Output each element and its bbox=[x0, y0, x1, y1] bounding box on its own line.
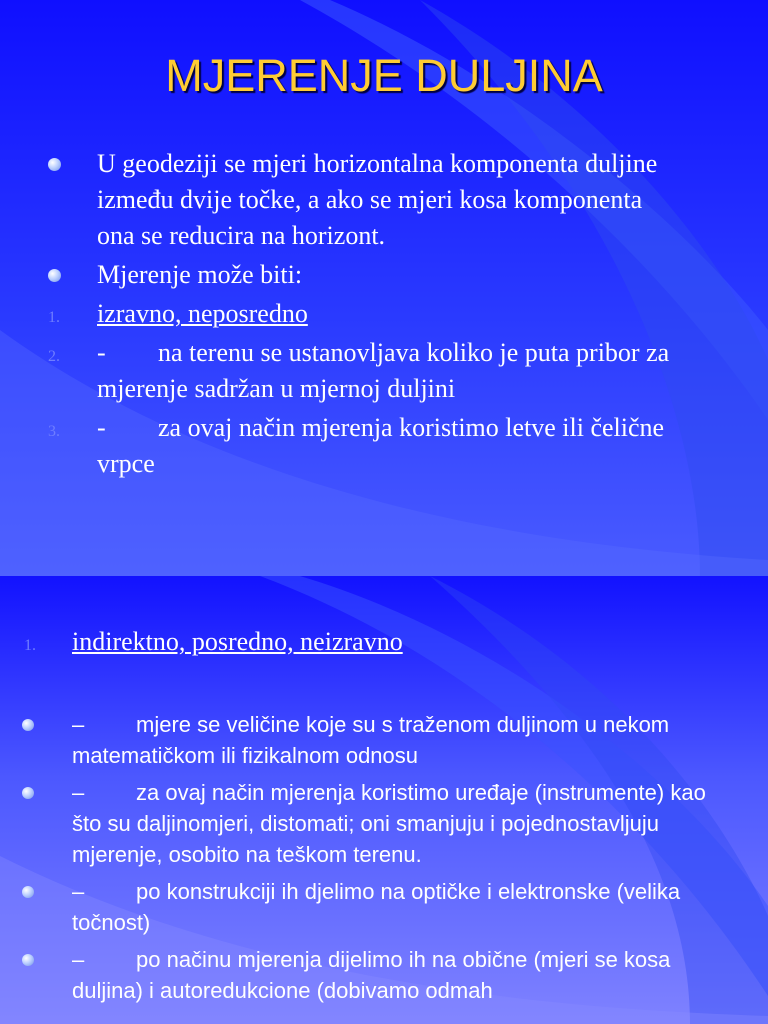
list-item bbox=[0, 335, 768, 407]
slide-2-heading-block bbox=[0, 624, 768, 660]
list-item-dash: – bbox=[72, 712, 85, 737]
list-item-dash: - bbox=[97, 338, 106, 367]
list-item bbox=[0, 296, 768, 332]
list-item bbox=[0, 876, 768, 938]
list-item-dash: – bbox=[72, 780, 85, 805]
list-item-number: 2. bbox=[48, 348, 60, 365]
list-item-dash: – bbox=[72, 947, 85, 972]
list-item-dash: – bbox=[72, 879, 85, 904]
bullet-dot-icon bbox=[22, 719, 34, 731]
list-item bbox=[0, 410, 768, 482]
bullet-dot-icon bbox=[22, 787, 34, 799]
list-item bbox=[0, 146, 768, 254]
list-item bbox=[0, 709, 768, 771]
slide-2-list bbox=[0, 709, 768, 1012]
list-item-text: po načinu mjerenja dijelimo ih na obične (mjeri se kosa duljina) i autoredukcione (dobivamo odmah bbox=[72, 947, 671, 1003]
section-heading-text: indirektno, posredno, neizravno bbox=[72, 627, 403, 656]
list-item-text: U geodeziji se mjeri horizontalna komponenta duljine između dvije točke, a ako se mjeri kosa komponenta ona se reducira na horizont. bbox=[97, 149, 658, 250]
bullet-dot-icon bbox=[48, 158, 61, 171]
list-item-number: 1. bbox=[24, 637, 36, 654]
list-item-dash: - bbox=[97, 413, 106, 442]
list-item-text: na terenu se ustanovljava koliko je puta pribor za mjerenje sadržan u mjernoj duljini bbox=[97, 338, 670, 403]
list-item bbox=[0, 257, 768, 293]
slide-1-list bbox=[0, 146, 768, 485]
list-item-number: 1. bbox=[48, 309, 60, 326]
bullet-dot-icon bbox=[22, 954, 34, 966]
list-item-text: za ovaj način mjerenja koristimo letve ili čelične vrpce bbox=[97, 413, 665, 478]
slide-2 bbox=[0, 576, 768, 1024]
list-item-text: po konstrukciji ih djelimo na optičke i elektronske (velika točnost) bbox=[72, 879, 681, 935]
list-item-number: 3. bbox=[48, 423, 60, 440]
list-item-text: mjere se veličine koje su s traženom duljinom u nekom matematičkom ili fizikalnom odnosu bbox=[72, 712, 670, 768]
bullet-dot-icon bbox=[22, 886, 34, 898]
list-item-text: izravno, neposredno bbox=[97, 299, 308, 328]
list-item-text: za ovaj način mjerenja koristimo uređaje (instrumente) kao što su daljinomjeri, distomati; oni smanjuju i pojednostavljuju mjerenje, osobito na teškom terenu. bbox=[72, 780, 706, 867]
list-item-text: Mjerenje može biti: bbox=[97, 260, 303, 289]
bullet-dot-icon bbox=[48, 269, 61, 282]
slide-title: MJERENJE DULJINA bbox=[165, 50, 603, 101]
section-heading bbox=[0, 624, 768, 660]
list-item bbox=[0, 944, 768, 1006]
list-item bbox=[0, 777, 768, 870]
